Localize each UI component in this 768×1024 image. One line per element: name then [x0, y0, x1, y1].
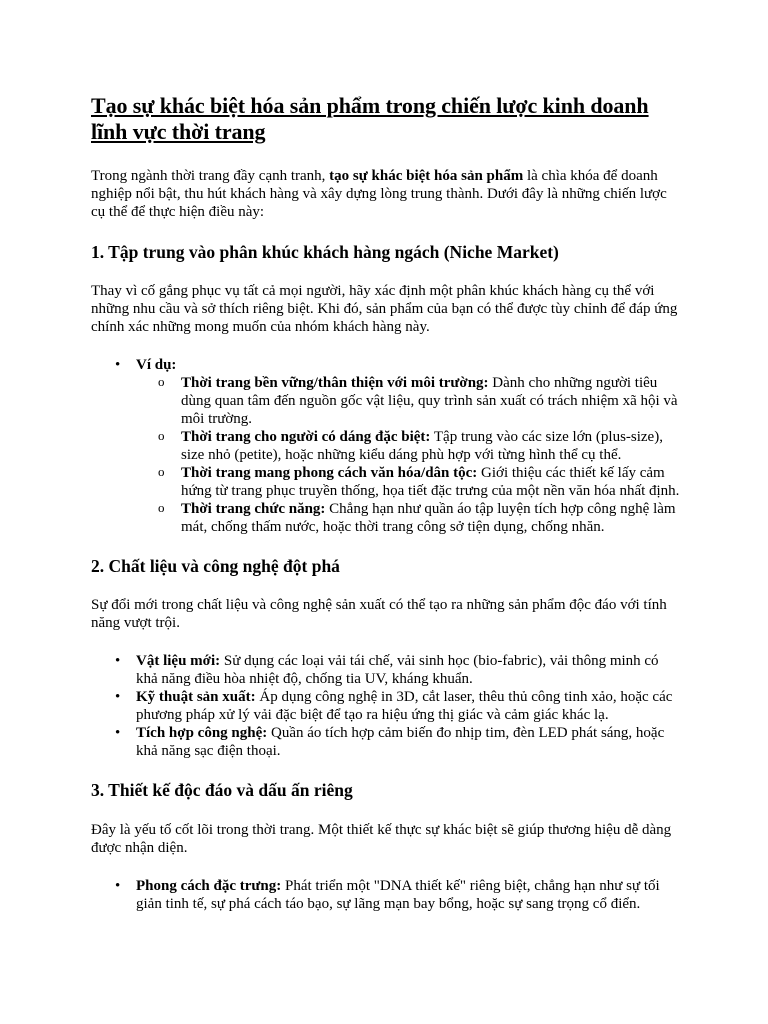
- section-2-heading: 2. Chất liệu và công nghệ đột phá: [91, 556, 340, 576]
- section-2-list: [91, 652, 680, 760]
- section-2-paragraph: Sự đổi mới trong chất liệu và công nghệ sản xuất có thể tạo ra những sản phẩm độc đáo với tính năng vượt trội.: [91, 597, 667, 631]
- section-1-heading: 1. Tập trung vào phân khúc khách hàng ngách (Niche Market): [91, 242, 559, 262]
- list-item: [91, 877, 680, 913]
- list-item-text: Sử dụng các loại vải tái chế, vải sinh học (bio-fabric), vải thông minh có khả năng điều hòa nhiệt độ, chống tia UV, kháng khuẩn.: [136, 653, 659, 687]
- list-item: [91, 688, 680, 724]
- sublist-item: [136, 374, 680, 428]
- sublist-item-label: Thời trang bền vững/thân thiện với môi trường:: [181, 375, 489, 391]
- section-3-paragraph: Đây là yếu tố cốt lõi trong thời trang. Một thiết kế thực sự khác biệt sẽ giúp thương hiệu dễ dàng được nhận diện.: [91, 822, 672, 856]
- list-item-label: Vật liệu mới:: [136, 653, 221, 669]
- intro-bold-phrase: tạo sự khác biệt hóa sản phẩm: [329, 168, 524, 184]
- list-item-text: Áp dụng công nghệ in 3D, cắt laser, thêu thủ công tinh xảo, hoặc các phương pháp xử lý vải đặc biệt để tạo ra hiệu ứng thị giác và cảm giác khác lạ.: [136, 689, 673, 723]
- intro-paragraph: [91, 167, 680, 221]
- list-item: [91, 724, 680, 760]
- sublist-item-text: Tập trung vào các size lớn (plus-size), size nhỏ (petite), hoặc những kiểu dáng phù hợp với từng hình thể cụ thể.: [181, 429, 663, 463]
- section-1-paragraph: Thay vì cố gắng phục vụ tất cả mọi người, hãy xác định một phân khúc khách hàng cụ thể với những nhu cầu và sở thích riêng biệt. Khi đó, sản phẩm của bạn có thể được tùy chỉnh để đáp ứng chính xác những mong muốn của nhóm khách hàng này.: [91, 283, 678, 335]
- sublist-item-text: Giới thiệu các thiết kế lấy cảm hứng từ trang phục truyền thống, họa tiết đặc trưng của một nền văn hóa nhất định.: [181, 465, 680, 499]
- sublist-item-label: Thời trang mang phong cách văn hóa/dân tộc:: [181, 465, 478, 481]
- sublist-item-text: Dành cho những người tiêu dùng quan tâm đến nguồn gốc vật liệu, quy trình sản xuất có trách nhiệm xã hội và môi trường.: [181, 375, 678, 427]
- sublist-item: [136, 428, 680, 464]
- section-3-list: [91, 877, 680, 913]
- sublist-item: [136, 500, 680, 536]
- list-item-label: Phong cách đặc trưng:: [136, 878, 282, 894]
- sublist-item-label: Thời trang chức năng:: [181, 501, 326, 517]
- examples-label: Ví dụ:: [136, 357, 177, 373]
- intro-text-start: Trong ngành thời trang đầy cạnh tranh,: [91, 168, 330, 184]
- list-item-text: Phát triển một "DNA thiết kế" riêng biệt, chẳng hạn như sự tối giản tinh tế, sự phá cách táo bạo, sự lãng mạn bay bổng, hoặc sự sang trọng cổ điển.: [136, 878, 660, 912]
- sublist-item-text: Chẳng hạn như quần áo tập luyện tích hợp công nghệ làm mát, chống thấm nước, hoặc thời trang công sở tiện dụng, chống nhăn.: [181, 501, 676, 535]
- list-item-examples: [91, 356, 680, 536]
- list-item: [91, 652, 680, 688]
- section-3-heading: 3. Thiết kế độc đáo và dấu ấn riêng: [91, 780, 353, 800]
- intro-text-end: là chìa khóa để doanh nghiệp nổi bật, thu hút khách hàng và xây dựng lòng trung thành. Dưới đây là những chiến lược cụ thể để thực hiện điều này:: [91, 168, 667, 220]
- list-item-text: Quần áo tích hợp cảm biến đo nhịp tim, đèn LED phát sáng, hoặc khả năng sạc điện thoại.: [136, 725, 665, 759]
- document-title: Tạo sự khác biệt hóa sản phẩm trong chiến lược kinh doanh lĩnh vực thời trang: [91, 93, 649, 144]
- section-1-list: [91, 356, 680, 536]
- examples-sublist: [136, 374, 680, 536]
- list-item-label: Kỹ thuật sản xuất:: [136, 689, 256, 705]
- sublist-item-label: Thời trang cho người có dáng đặc biệt:: [181, 429, 431, 445]
- list-item-label: Tích hợp công nghệ:: [136, 725, 268, 741]
- sublist-item: [136, 464, 680, 500]
